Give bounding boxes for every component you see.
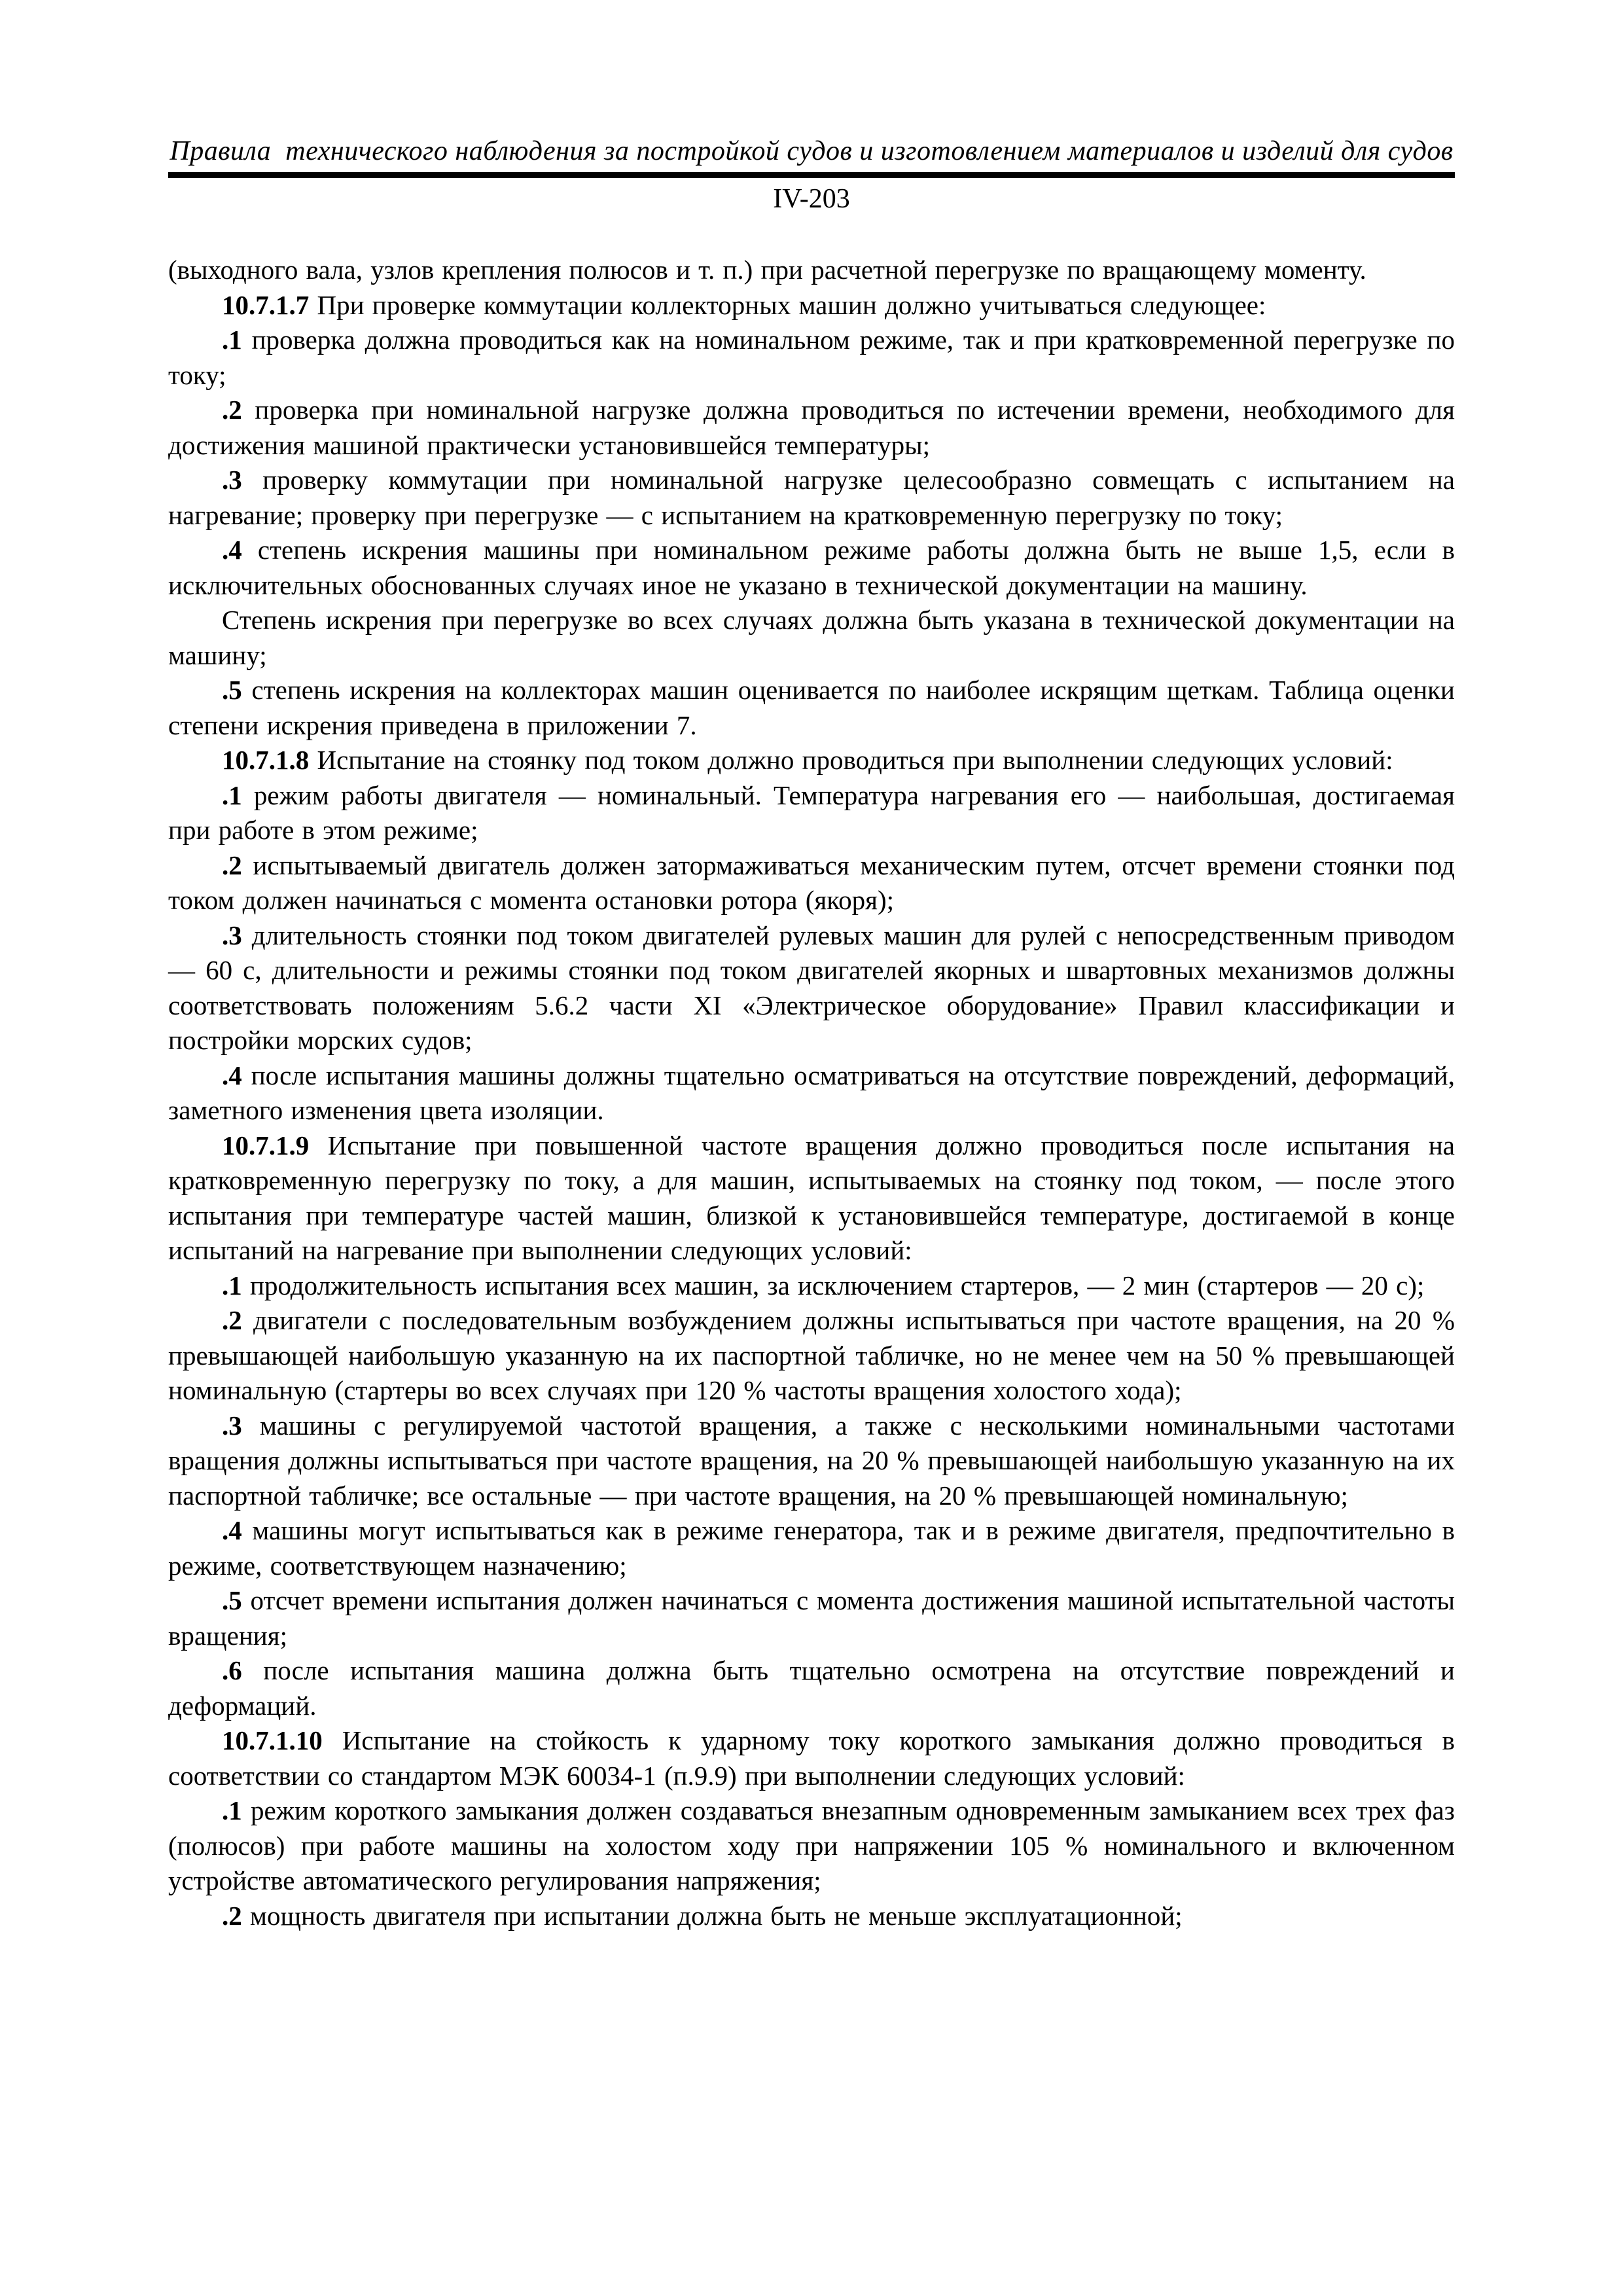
clause-number: .2 xyxy=(222,850,242,880)
clause-number: 10.7.1.7 xyxy=(222,289,310,320)
clause-number: .2 xyxy=(222,1305,242,1336)
running-title: Правила технического наблюдения за постройкой судов и изготовлением материалов и изделий для судов xyxy=(169,136,1454,166)
paragraph: 10.7.1.9 Испытание при повышенной частоте вращения должно проводиться после испытания на кратковременную перегрузку по току, а для машин, испытываемых на стоянку под током, — после этого испытания при температуре частей машин, близкой к установившейся температуре, достигаемой в конце испытаний на нагревание при выполнении следующих условий: xyxy=(168,1130,1455,1266)
clause-number: 10.7.1.10 xyxy=(222,1725,323,1756)
clause-number: .4 xyxy=(222,1060,242,1090)
clause-number: .2 xyxy=(222,1900,242,1931)
clause-number: .1 xyxy=(222,780,242,810)
clause-number: .3 xyxy=(222,465,242,495)
paragraph: .4 степень искрения машины при номинальном режиме работы должна быть не выше 1,5, если в исключительных обоснованных случаях иное не указано в технической документации на машину. xyxy=(168,535,1455,600)
paragraph: .2 испытываемый двигатель должен затормаживаться механическим путем, отсчет времени стоянки под током должен начинаться с момента остановки ротора (якоря); xyxy=(168,850,1455,916)
paragraph: .1 режим короткого замыкания должен создаваться внезапным одновременным замыканием всех трех фаз (полюсов) при работе машины на холостом ходу при напряжении 105 % номинального и включенном устройстве автоматического регулирования напряжения; xyxy=(168,1795,1455,1896)
paragraph: .4 машины могут испытываться как в режиме генератора, так и в режиме двигателя, предпочтительно в режиме, соответствующем назначению; xyxy=(168,1515,1455,1581)
paragraph: (выходного вала, узлов крепления полюсов и т. п.) при расчетной перегрузке по вращающему моменту. xyxy=(168,255,1366,285)
clause-number: .5 xyxy=(222,675,242,706)
paragraph: .3 проверку коммутации при номинальной нагрузке целесообразно совмещать с испытанием на нагревание; проверку при перегрузке — с испытанием на кратковременную перегрузку по току; xyxy=(168,465,1455,530)
clause-number: .5 xyxy=(222,1585,242,1616)
paragraph: .2 мощность двигателя при испытании должна быть не меньше эксплуатационной; xyxy=(222,1900,1183,1931)
paragraph: Степень искрения при перегрузке во всех случаях должна быть указана в технической документации на машину; xyxy=(168,605,1455,670)
paragraph: .3 машины с регулируемой частотой вращения, а также с несколькими номинальными частотами вращения должны испытываться при частоте вращения, на 20 % превышающей наибольшую указанную на их паспортной табличке; все остальные — при частоте вращения, на 20 % превышающей номинальную; xyxy=(168,1410,1455,1511)
running-header xyxy=(168,136,1455,178)
paragraph: .1 режим работы двигателя — номинальный. Температура нагревания его — наибольшая, достигаемая при работе в этом режиме; xyxy=(168,780,1455,846)
page-number: IV-203 xyxy=(773,184,850,215)
paragraph: .1 проверка должна проводиться как на номинальном режиме, так и при кратковременной перегрузке по току; xyxy=(168,325,1455,390)
paragraph: .4 после испытания машины должны тщательно осматриваться на отсутствие повреждений, деформаций, заметного изменения цвета изоляции. xyxy=(168,1060,1455,1126)
paragraph: 10.7.1.8 Испытание на стоянку под током должно проводиться при выполнении следующих условий: xyxy=(222,745,1393,776)
clause-number: 10.7.1.9 xyxy=(222,1130,310,1160)
paragraph: .2 проверка при номинальной нагрузке должна проводиться по истечении времени, необходимого для достижения машиной практически установившейся температуры; xyxy=(168,395,1455,460)
clause-number: .4 xyxy=(222,535,242,565)
paragraph: .5 степень искрения на коллекторах машин оценивается по наиболее искрящим щеткам. Таблица оценки степени искрения приведена в приложении 7. xyxy=(168,675,1455,740)
clause-number: .3 xyxy=(222,1410,242,1441)
clause-number: .1 xyxy=(222,325,242,355)
paragraph: 10.7.1.7 При проверке коммутации коллекторных машин должно учитываться следующее: xyxy=(222,289,1266,320)
clause-number: .3 xyxy=(222,920,242,950)
clause-number: .4 xyxy=(222,1515,242,1546)
paragraph: .1 продолжительность испытания всех машин, за исключением стартеров, — 2 мин (стартеров — 20 с); xyxy=(222,1270,1425,1300)
paragraph: .2 двигатели с последовательным возбуждением должны испытываться при частоте вращения, на 20 % превышающей наибольшую указанную на их паспортной табличке, но не менее чем на 50 % превышающей номинальную (стартеры во всех случаях при 120 % частоты вращения холостого хода); xyxy=(168,1305,1455,1406)
document-body xyxy=(168,253,1455,1933)
document-page xyxy=(168,0,1455,1933)
paragraph: .3 длительность стоянки под током двигателей рулевых машин для рулей с непосредственным приводом — 60 с, длительности и режимы стоянки под током двигателей якорных и швартовных механизмов должны соответствовать положениям 5.6.2 части XI «Электрическое оборудование» Правил классификации и постройки морских судов; xyxy=(168,920,1455,1056)
paragraph: .6 после испытания машина должна быть тщательно осмотрена на отсутствие повреждений и деформаций. xyxy=(168,1655,1455,1721)
clause-number: .1 xyxy=(222,1270,242,1300)
paragraph: .5 отсчет времени испытания должен начинаться с момента достижения машиной испытательной частоты вращения; xyxy=(168,1585,1455,1651)
clause-number: .1 xyxy=(222,1795,242,1826)
clause-number: .2 xyxy=(222,395,242,425)
paragraph: 10.7.1.10 Испытание на стойкость к ударному току короткого замыкания должно проводиться в соответствии со стандартом МЭК 60034-1 (п.9.9) при выполнении следующих условий: xyxy=(168,1725,1455,1791)
clause-number: 10.7.1.8 xyxy=(222,745,310,776)
clause-number: .6 xyxy=(222,1655,242,1686)
